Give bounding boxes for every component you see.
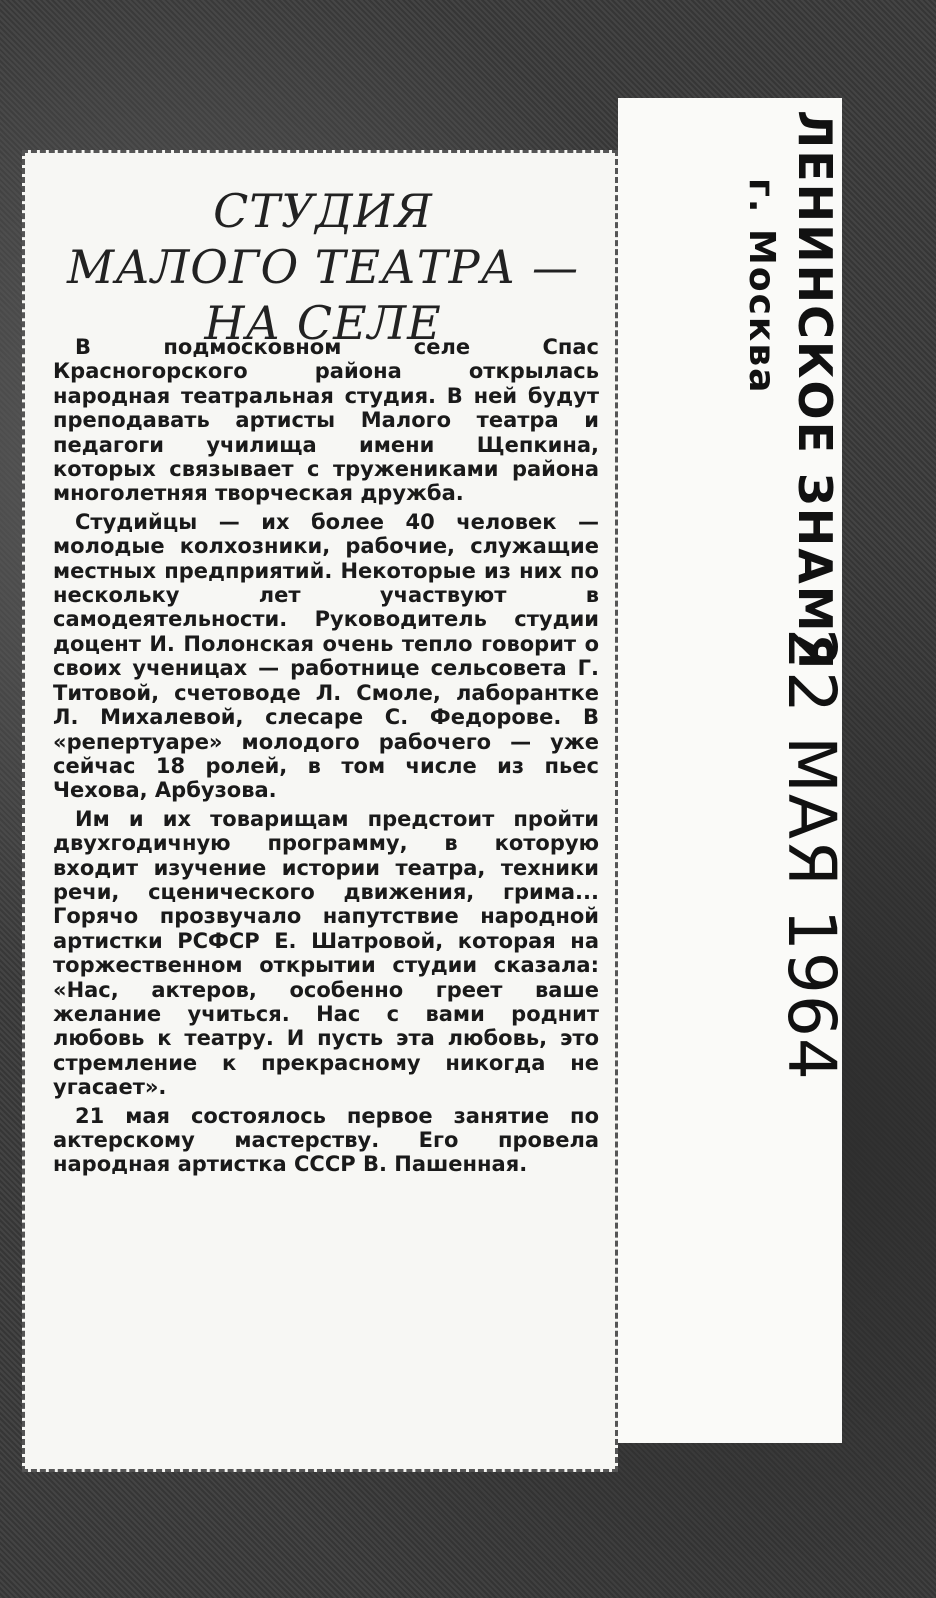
article-paragraph: Студийцы — их более 40 человек — молодые колхозники, рабочие, служащие местных предприятий. Некоторые из них по нескольку лет участвуют в самодеятельности. Руководитель студии доцент И. Полонская очень тепло говорит о своих ученицах — работнице сельсовета Г. Титовой, счетоводе Л. Смоле, лаборантке Л. Михалевой, слесаре С. Федорове. В «репертуаре» молодого рабочего — уже сейчас 18 ролей, в том числе из пьес Чехова, Арбузова. — [53, 509, 599, 803]
headline-line: МАЛОГО ТЕАТРА — — [66, 240, 579, 294]
article-paragraph: 21 мая состоялось первое занятие по актерскому мастерству. Его провела народная артистка СССР В. Пашенная. — [53, 1103, 599, 1177]
article-paragraph: В подмосковном селе Спас Красногорского района открылась народная театральная студия. В ней будут преподавать артисты Малого театра и педагоги училища имени Щепкина, которых связывает с тружениками района многолетняя творческая дружба. — [53, 335, 599, 506]
headline — [25, 183, 621, 351]
date-stamp: 22 МАЯ 1964 — [773, 628, 850, 1081]
city-stamp: г. Москва — [741, 178, 782, 395]
headline-line: СТУДИЯ — [213, 184, 433, 238]
article-paragraph: Им и их товарищам предстоит пройти двухгодичную программу, в которую входит изучение истории театра, техники речи, сценического движения, грима... Горячо прозвучало напутствие народной артистки РСФСР Е. Шатровой, которая на торжественном открытии студии сказала: «Нас, актеров, особенно греет ваше желание учиться. Нас с вами роднит любовь к театру. И пусть эта любовь, это стремление к прекрасному никогда не угасает». — [53, 806, 599, 1100]
newspaper-clipping — [22, 150, 618, 1472]
headline-line: НА СЕЛЕ — [204, 296, 442, 350]
article-body — [53, 335, 599, 1181]
newspaper-name-stamp: ЛЕНИНСКОЕ ЗНАМЯ — [788, 110, 842, 671]
